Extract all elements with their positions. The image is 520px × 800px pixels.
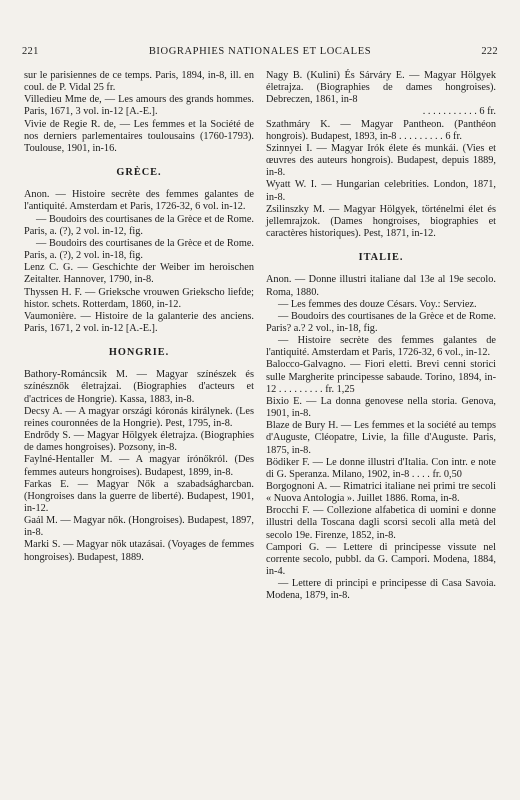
bibliography-entry: Blaze de Bury H. — Les femmes et la société au temps d'Auguste, Cléopatre, Livie, la fille d'Auguste. Paris, 1875, in-8. [266, 420, 496, 456]
bibliography-entry: sur le parisiennes de ce temps. Paris, 1894, in-8, ill. en coul. de P. Vidal 25 fr. [24, 70, 254, 94]
page-number-left: 221 [22, 46, 39, 57]
bibliography-entry: Bathory-Románcsik M. — Magyar színészek és színésznők életrajzai. (Biographies d'acteurs et d'actrices de Hongrie). Kassa, 1883, in-8. [24, 369, 254, 405]
bibliography-entry: Szinnyei I. — Magyar Irók élete és munkái. (Vies et œuvres des auteurs hongrois). Budapest, depuis 1889, in-8. [266, 142, 496, 179]
bibliography-entry: Wyatt W. I. — Hungarian celebrities. London, 1871, in-8. [266, 179, 496, 203]
section-heading: ITALIE. [358, 252, 404, 264]
bibliography-entry: Anon. — Histoire secrète des femmes galantes de l'antiquité. Amsterdam et Paris, 1726-32, 6 vol. in-12. [24, 189, 254, 213]
bibliography-entry: Balocco-Galvagno. — Fiori eletti. Brevi cenni storici sulle Margherite principesse sabaude. Torino, 1894, in-12 . . . . . . . . . fr. 1,25 [266, 359, 496, 395]
sub-entry: — Boudoirs des courtisanes de la Grèce et de Rome. Paris, a. (?), 2 vol. in-12, fig. [24, 213, 254, 237]
right-column [266, 70, 496, 603]
section-heading: HONGRIE. [108, 347, 170, 359]
bibliography-entry: Lenz C. G. — Geschichte der Weiber im heroischen Zeitalter. Hannover, 1790, in-8. [24, 262, 254, 286]
bibliography-entry: Endrődy S. — Magyar Hölgyek életrajza. (Biographies de dames hongroises). Pozsony, in-8. [24, 430, 254, 454]
bibliography-entry: Gaál M. — Magyar nők. (Hongroises). Budapest, 1897, in-8. [24, 515, 254, 539]
bibliography-entry: Farkas E. — Magyar Nők a szabadságharcban. (Hongroises dans la guerre de liberté). Budapest, 1901, in-12. [24, 478, 254, 514]
bibliography-entry: Bixio E. — La donna genovese nella storia. Genova, 1901, in-8. [266, 395, 496, 420]
bibliography-entry: Zsilinszky M. — Magyar Hölgyek, történelmi élet és jellemrajzok. (Dames hongroises, biographies et caractères historiques). Pest, 1871, in-12. [266, 203, 496, 240]
bibliography-entry: Vaumonière. — Histoire de la galanterie des anciens. Paris, 1671, 2 vol. in-12 [A.-E.]. [24, 310, 254, 334]
bibliography-entry: Anon. — Donne illustri italiane dal 13e al 19e secolo. Roma, 1880. [266, 274, 496, 298]
sub-entry: — Histoire secrète des femmes galantes de l'antiquité. Amsterdam et Paris, 1726-32, 6 vol., in-12. [266, 335, 496, 359]
bibliography-entry: Szathmáry K. — Magyar Pantheon. (Panthéon hongrois). Budapest, 1893, in-8 . . . . . . . . . 6 fr. [266, 118, 496, 142]
running-head [22, 46, 498, 57]
sub-entry: — Boudoirs des courtisanes de la Grèce et de Rome. Paris? a.? 2 vol., in-18, fig. [266, 310, 496, 334]
page-number-right: 222 [481, 46, 498, 57]
bibliography-entry: Villedieu Mme de, — Les amours des grands hommes. Paris, 1671, 3 vol. in-12 [A.-E.]. [24, 94, 254, 118]
sub-entry: — Les femmes des douze Césars. Voy.: Serviez. [278, 298, 477, 310]
sub-entry: — Lettere di principi e principesse di Casa Savoia. Modena, 1879, in-8. [266, 578, 496, 602]
bibliography-entry: Borgognoni A. — Rimatrici italiane nei primi tre secoli « Nuova Antologia ». Juillet 1886. Roma, in-8. [266, 481, 496, 505]
bibliography-entry: Vivie de Regie R. de, — Les femmes et la Société de nos derniers parlementaires toulousains (1760-1793). Toulouse, 1901, in-16. [24, 118, 254, 154]
sub-entry: — Boudoirs des courtisanes de la Grèce et de Rome. Paris, a. (?), 2 vol. in-18, fig. [24, 237, 254, 262]
bibliography-entry: Marki S. — Magyar nök utazásai. (Voyages de femmes hongroises). Budapest, 1889. [24, 539, 254, 563]
running-title: BIOGRAPHIES NATIONALES ET LOCALES [148, 46, 372, 57]
bibliography-entry: Thyssen H. F. — Grieksche vrouwen Griekscho liefde; histor. schets. Rotterdam, 1860, in-12. [24, 286, 254, 310]
price-line: . . . . . . . . . . . 6 fr. [422, 106, 496, 118]
bibliography-entry: Bödiker F. — Le donne illustri d'Italia. Con intr. e note di G. Speranza. Milano, 1902, in-8 . . . . fr. 0,50 [266, 456, 496, 480]
bibliography-entry: Campori G. — Lettere di principesse vissute nel corrente secolo, pubbl. da G. Campori. Modena, 1884, in-4. [266, 541, 496, 578]
bibliography-entry: Brocchi F. — Collezione alfabetica di uomini e donne illustri della Toscana dagli scorsi secoli alla metà del secolo 19e. Firenze, 1852, in-8. [266, 505, 496, 541]
bibliography-entry: Faylné-Hentaller M. — A magyar írónőkról. (Des femmes auteurs hongroises). Budapest, 1899, in-8. [24, 454, 254, 478]
left-column [24, 70, 254, 564]
bibliography-entry: Decsy A. — A magyar országi kóronás királynek. (Les reines couronnées de la Hongrie). Pest, 1795, in-8. [24, 405, 254, 429]
bibliography-entry: Nagy B. (Kulini) És Sárváry E. — Magyar Hölgyek életrajza. (Biographies de dames hongroises). Debreczen, 1861, in-8 [266, 70, 496, 106]
section-heading: GRÈCE. [116, 167, 162, 179]
